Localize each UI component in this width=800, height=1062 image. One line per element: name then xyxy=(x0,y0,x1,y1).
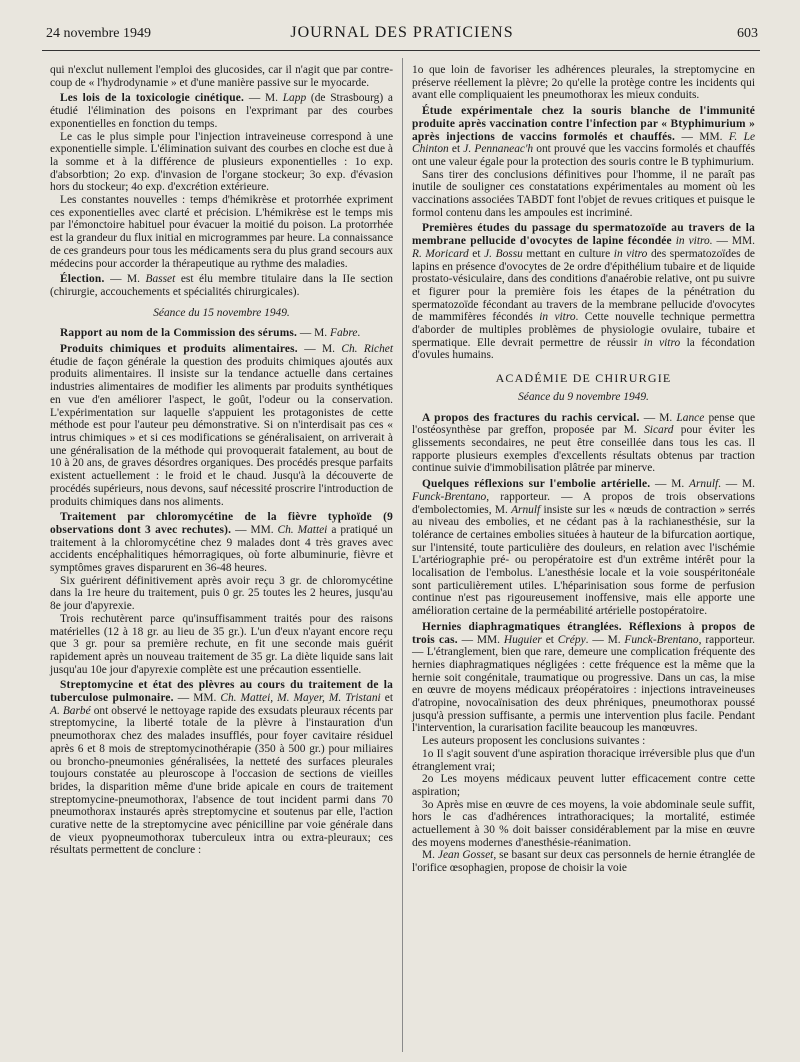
right-column xyxy=(412,64,755,875)
author-name: Sicard xyxy=(644,424,674,437)
article-heading: Traitement par chloromycétine de la fièvre typhoïde (9 observations dont 3 avec rechutes). xyxy=(50,511,393,536)
paragraph: 3o Après mise en œuvre de ces moyens, la voie abdominale seule suffit, hors le cas d'adhérences intrathoraciques; la mortalité, estimée actuellement à 30 % doit baisser considérablement par la mise en œuvre des moyens modernes d'anesthésie-réanimation. xyxy=(412,798,755,849)
paragraph: M. Jean Gosset, se basant sur deux cas personnels de hernie étranglée de l'orifice œsophagien, propose de choisir la voie xyxy=(412,849,756,875)
article-heading: Les lois de la toxicologie cinétique. xyxy=(60,92,245,105)
article: Rapport au nom de la Commission des sérums. — M. Fabre. xyxy=(60,327,361,340)
author-name: Jean Gosset xyxy=(437,849,494,862)
article: Produits chimiques et produits alimentaires. — M. Ch. Richet étudie de façon générale la question des produits chimiques ajoutés aux produits alimentaires. Il insiste sur la tendance actuelle dans certaines industries alimentaires de modifier les aliments par produits synthétiques en vue d'en améliorer l'aspect, le goût, l'odeur ou la conservation. L'expérimentation sur laquelle s'appuient les protagonistes de cette méthode est pour l'auteur peu démonstrative. Si on n'interdisait pas ces « intrus chimiques » et si ces modifications se généralisaient, on arriverait à une généralisation de la méthode qui provoquerait fatalement, au bout de 10 à 20 ans, de graves désordres organiques. Des procédés presque parfaits existent actuellement : le froid et le chaud. Jusqu'à la découverte de procédés supérieurs, nous devons, sauf nécessité proscrire l'introduction de produits chimiques dans nos aliments. xyxy=(50,343,393,508)
paragraph: qui n'exclut nullement l'emploi des glucosides, car il n'agit que par contre-coup de « l'hydrodynamie » et d'une manière passive sur le myocarde. xyxy=(50,64,393,89)
article: Hernies diaphragmatiques étranglées. Réflexions à propos de trois cas. — MM. Huguier et Crépy. — M. Funck-Brentano, rapporteur. — L'étranglement, bien que rare, demeure une complication fréquente des hernies diaphragmatiques négligées : cette fréquence est la même que la hernie soit congénitale, traumatique ou progressive. Dans un cas, la mise en œuvre de moyens médicaux préopératoires : injections intraveineuses d'atropine, novocaïnisation des deux phréniques, pneumothorax poussé jusqu'à pression suffisante, a permis une intervention plus facile. Pendant l'intervention, la curarisation facilite beaucoup les manœuvres. xyxy=(412,620,755,735)
author-name: A. Barbé xyxy=(50,704,91,717)
session-date: Séance du 15 novembre 1949. xyxy=(153,306,290,319)
author-name: F. Le Chinton xyxy=(412,130,756,156)
author-name: Crépy xyxy=(557,633,586,646)
paragraph: Les constantes nouvelles : temps d'hémikrèse et protorrhée expriment ces exponentielles avec clarté et précision. L'hémikrèse est le temps mis par l'émonctoire habituel pour évacuer la moitié du poison. La protorrhée est la grandeur du flux initial en microgrammes par heure. La connaissance de ces grandeurs pour tous les médicaments sera du plus grand secours aux médecins pour accorder la thérapeutique au rythme des maladies. xyxy=(50,194,393,270)
article: A propos des fractures du rachis cervical. — M. Lance pense que l'ostéosynthèse par greffon, proposée par M. Sicard pour éviter les glissements secondaires, ne peut être conseillée dans tous les cas. Il rapporte plusieurs exemples d'excellents résultats obtenus par traction continue suivie d'immobilisation plâtrée par minerve. xyxy=(412,411,756,475)
author-name: R. Moricard xyxy=(412,247,469,260)
article-heading: Élection. xyxy=(60,273,105,286)
article: Étude expérimentale chez la souris blanche de l'immunité produite après vaccination contre l'infection par « Btyphimurium » après injections de vaccins formolés et chauffés. — MM. F. Le Chinton et J. Pennaneac'h ont prouvé que les vaccins formolés et chauffés ont une valeur égale pour la protection des souris contre le B typhimurium. xyxy=(412,105,756,168)
paragraph: Trois rechutèrent parce qu'insuffisamment traités pour des raisons matérielles (12 à 18 gr. au lieu de 35 gr.). L'un d'eux n'ayant encore reçu que 3 gr. pour sa première rechute, en fit une seconde mais guérit rapidement après un nouveau traitement de 35 gr. La diète liquide sans lait jusqu'au 10e jour d'apyrexie complète est une précaution essentielle. xyxy=(50,612,393,676)
article: Quelques réflexions sur l'embolie artérielle. — M. Arnulf. — M. Funck-Brentano, rapporteur. — A propos de trois observations d'embolectomies, M. Arnulf insiste sur les « nœuds de contraction » serrés au niveau des embolies, et ne cédant pas à la rachianesthésie, sur la tolérance de certaines embolies situées à hauteur de la bifurcation aortique, sur l'intensité, toute particulière des douleurs, en relation avec l'ischémie L'artériographie pré- ou peropératoire est d'un extrême intérêt pour la localisation de l'embolus. L'anesthésie locale et la voie souspéritonéale sont particulièrement utiles. L'héparinisation sous forme de perfusion continue n'est pas rigoureusement inoffensive, mais elle apporte une amélioration certaine de la perméabilité artérielle postopératoire. xyxy=(412,478,755,618)
left-column xyxy=(50,64,393,857)
paragraph: Les auteurs proposent les conclusions suivantes : xyxy=(422,735,646,748)
paragraph: Six guérirent définitivement après avoir reçu 3 gr. de chloromycétine dans la 1re heure du traitement, puis 0 gr. 25 toutes les 2 heures, jusqu'au 8e jour d'apyrexie. xyxy=(50,574,393,613)
author-name: Fabre xyxy=(330,327,358,340)
article-heading: Rapport au nom de la Commission des sérums. xyxy=(60,327,298,340)
header-date: 24 novembre 1949 xyxy=(46,26,151,41)
article-heading: Streptomycine et état des plèvres au cours du traitement de la tuberculose pulmonaire. xyxy=(50,679,393,705)
author-name: Ch. Mattei xyxy=(277,523,328,536)
author-name: Huguier xyxy=(503,633,542,646)
author-name: Basset xyxy=(145,273,176,286)
article: Streptomycine et état des plèvres au cours du traitement de la tuberculose pulmonaire. — MM. Ch. Mattei, M. Mayer, M. Tristani et A. Barbé ont observé le nettoyage rapide des exsudats pleuraux récents par streptomycine, la liberté totale de la plèvre à l'instauration d'un pneumothorax chez des malades insufflés, pour foyer cavitaire résiduel après 6 et 8 mois de streptomycinothérapie (350 à 500 gr.) pour miliaires ou broncho-pneumonies généralisées, la netteté des surfaces pleurales toujours constatée au pleuroscope à l'occasion de sections de vieilles brides, la disparition même d'une bride apicale en cours de traitement streptomycine-pneumothorax, l'absence de tout incident parmi dans 70 pneumothorax instaurés après streptomycine et soutenus par elle, l'action curative nette de la streptomycine avec pénicilline par voie générale dans de vieux pyopneumothorax tuberculeux intra ou extra-pleuraux; ces résultats permettent de conclure : xyxy=(50,679,393,857)
author-name: J. Pennaneac'h xyxy=(463,143,534,156)
article: Les lois de la toxicologie cinétique. — M. Lapp (de Strasbourg) a étudié l'élimination des poisons en l'exprimant par des courbes exponentielles en fonction du temps. xyxy=(50,92,393,130)
article-heading: Hernies diaphragmatiques étranglées. Réflexions à propos de trois cas. xyxy=(412,620,755,646)
article: Élection. — M. Basset est élu membre titulaire dans la IIe section (chirurgie, accouchements et spécialités chirurgicales). xyxy=(50,273,393,298)
author-name: Ch. Richet xyxy=(341,343,393,356)
page-number: 603 xyxy=(737,26,758,41)
journal-title: JOURNAL DES PRATICIENS xyxy=(290,24,514,41)
article-heading: Premières études du passage du spermatozoïde au travers de la membrane pellucide d'ovocytes de lapine fécondée xyxy=(412,222,755,248)
header-rule xyxy=(42,50,760,51)
author-name: Funck-Brentano xyxy=(412,490,487,503)
author-name: Funck-Brentano xyxy=(624,633,699,646)
author-name: Lance xyxy=(676,411,705,424)
article: Traitement par chloromycétine de la fièvre typhoïde (9 observations dont 3 avec rechutes). — MM. Ch. Mattei a pratiqué un traitement à la chloromycétine chez 9 malades dont 4 très graves avec accidents encéphalitiques hémorragiques, où forte albuminurie, fièvre et symptômes graves disparurent en 36-48 heures. xyxy=(50,511,394,575)
paragraph: 1o que loin de favoriser les adhérences pleurales, la streptomycine en préserve réellement la plèvre; 2o qu'elle la protège contre les incidents qui avant elle compliquaient les pneumothorax les mieux conduits. xyxy=(412,64,755,102)
article-heading: Étude expérimentale chez la souris blanche de l'immunité produite après vaccination contre l'infection par « Btyphimurium » après injections de vaccins formolés et chauffés. xyxy=(412,105,755,143)
author-name: Ch. Mattei, M. Mayer, M. Tristani xyxy=(220,692,381,705)
paragraph: 2o Les moyens médicaux peuvent lutter efficacement contre cette aspiration; xyxy=(412,773,755,798)
page-header xyxy=(46,20,758,48)
section-title: ACADÉMIE DE CHIRURGIE xyxy=(495,371,672,386)
paragraph: Sans tirer des conclusions définitives pour l'homme, il ne paraît pas inutile de souligner ces constatations expérimentales au moment où les vaccinations associées TABDT font l'objet de revues critiques et puisque le formol contenu dans les ampoules est incriminé. xyxy=(412,168,755,219)
session-date: Séance du 9 novembre 1949. xyxy=(518,390,649,403)
paragraph: Le cas le plus simple pour l'injection intraveineuse correspond à une exponentielle simple. L'élimination suivant des courbes en cloche est due à la somme et à la différence de plusieurs exponentielles : 1o exp. d'absorbtion; 2o exp. d'invasion de l'organe stockeur; 3o exp. d'évasion hors du stockeur; 4o exp. d'excrétion extérieure. xyxy=(50,130,393,194)
article-heading: A propos des fractures du rachis cervical. xyxy=(422,411,640,424)
author-name: J. Bossu xyxy=(484,247,523,260)
paragraph: 1o Il s'agit souvent d'une aspiration thoracique irréversible plus que d'un étranglement vrai; xyxy=(412,747,755,773)
author-name: Arnulf xyxy=(511,503,541,516)
column-divider xyxy=(402,58,403,1052)
article-heading: Produits chimiques et produits alimentaires. xyxy=(60,343,298,356)
article-heading: Quelques réflexions sur l'embolie artérielle. xyxy=(422,478,651,491)
author-name: Arnulf xyxy=(689,478,719,491)
author-name: Lapp xyxy=(282,92,307,105)
article: Premières études du passage du spermatozoïde au travers de la membrane pellucide d'ovocytes de lapine fécondée in vitro. — MM. R. Moricard et J. Bossu mettant en culture in vitro des spermatozoïdes de lapins en présence d'ovocytes de 2e ordre d'épithélium tubaire et de liquide prostato-vésiculaire, dans des conditions d'anaérobie relative, ont pu suivre et figurer pour la première fois les étapes de la pénétration du spermatozoïde fécondant au travers de la membrane pellucide d'ovocytes de mammifères fécondés in vitro. Cette nouvelle technique permettra d'aborder de multiples problèmes de physiologie ovulaire, tubaire et spermatique. Elle devrait permettre de réussir in vitro la fécondation d'ovules humains. xyxy=(412,222,755,362)
